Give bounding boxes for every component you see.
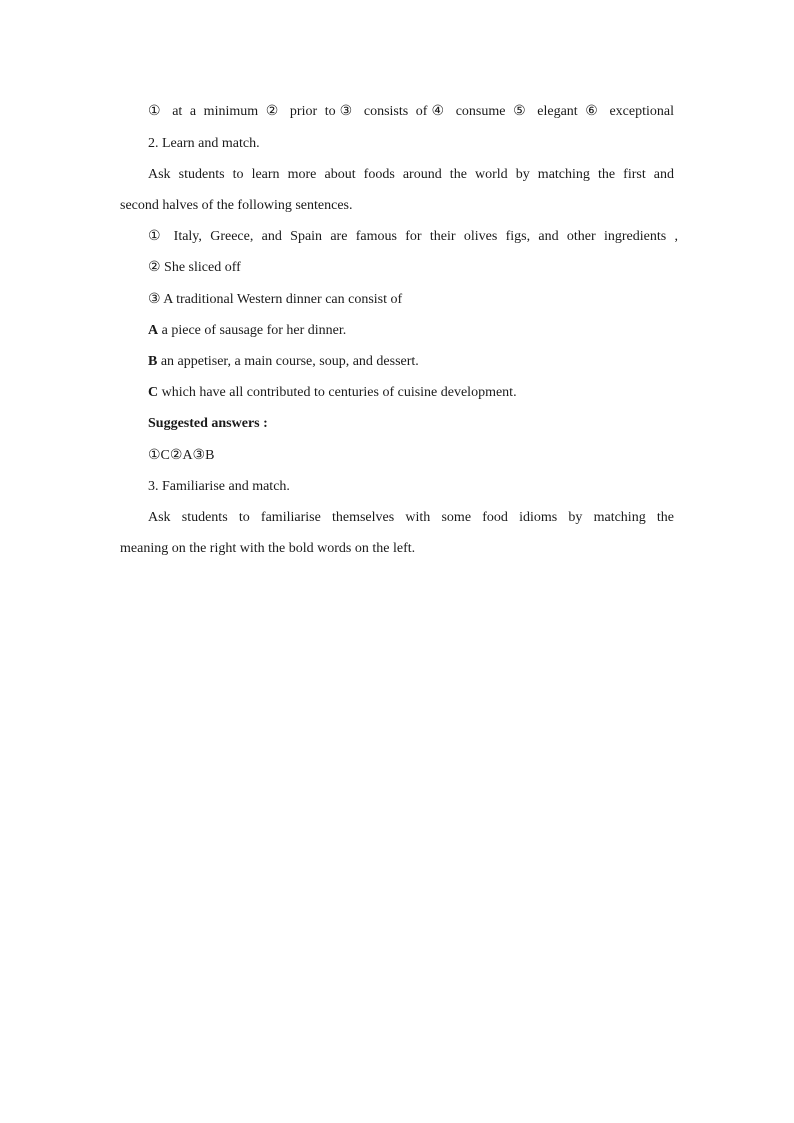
- section-3-instruction-line-2: meaning on the right with the bold words on the left.: [120, 541, 416, 556]
- section-2-heading: 2. Learn and match.: [148, 136, 260, 151]
- match-item-1: ① Italy, Greece, and Spain are famous for their olives figs, and other ingredients ,: [148, 229, 678, 244]
- vocab-list: ① at a minimum ② prior to③ consists of④ consume ⑤ elegant ⑥ exceptional: [148, 104, 674, 119]
- match-item-3: ③ A traditional Western dinner can consist of: [148, 292, 403, 307]
- option-a: [148, 322, 346, 340]
- suggested-answers: ①C②A③B: [148, 448, 215, 463]
- match-item-2: ② She sliced off: [148, 260, 241, 275]
- option-b: [148, 353, 419, 371]
- option-c-text: which have all contributed to centuries of cuisine development.: [158, 385, 517, 400]
- section-2-instruction-line-1: Ask students to learn more about foods around the world by matching the first and: [148, 167, 674, 182]
- option-a-letter: A: [148, 323, 159, 338]
- option-a-text: a piece of sausage for her dinner.: [158, 323, 347, 338]
- section-3-instruction-line-1: Ask students to familiarise themselves with some food idioms by matching the: [148, 510, 674, 525]
- section-3-heading: 3. Familiarise and match.: [148, 479, 290, 494]
- option-b-text: an appetiser, a main course, soup, and dessert.: [157, 354, 419, 369]
- option-c-letter: C: [148, 385, 159, 400]
- section-2-instruction-line-2: second halves of the following sentences.: [120, 198, 353, 213]
- option-b-letter: B: [148, 354, 158, 369]
- option-c: [148, 384, 517, 402]
- suggested-answers-label: Suggested answers :: [148, 416, 268, 431]
